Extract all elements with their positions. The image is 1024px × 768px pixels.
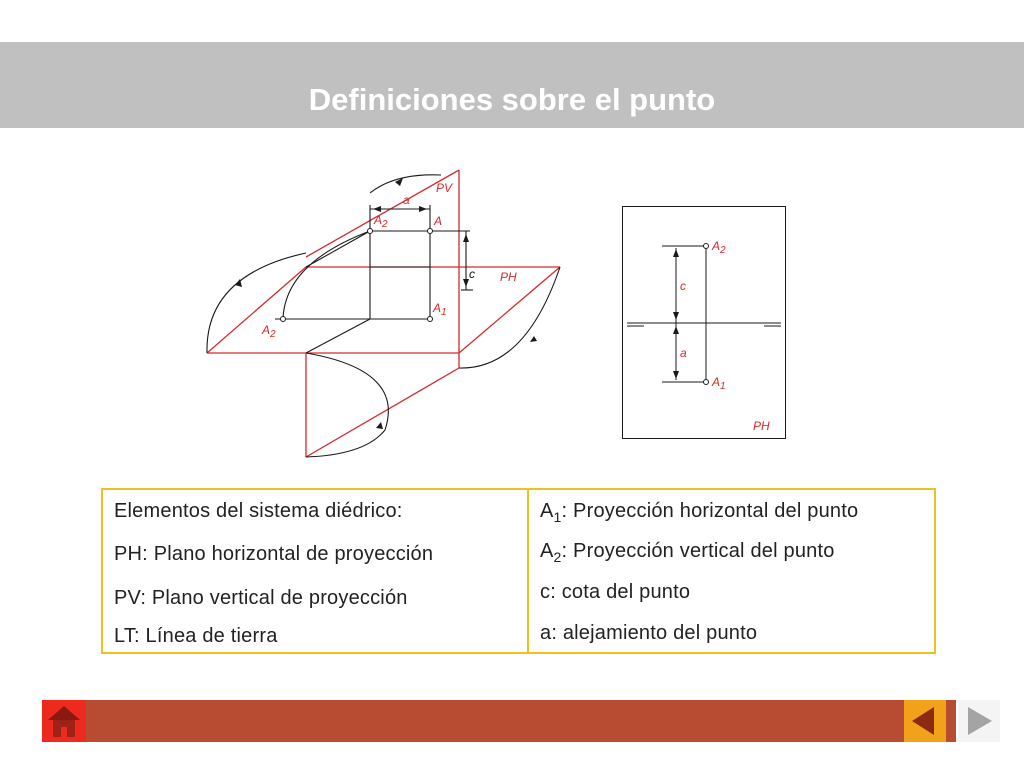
table-row: $A_1$: Proyección horizontal del punto — [540, 500, 859, 525]
arrow-right-icon — [958, 700, 1000, 742]
next-slide-button[interactable] — [958, 700, 1000, 742]
table-divider — [527, 490, 529, 652]
table-row: Elementos del sistema diédrico: — [114, 500, 403, 522]
c-cota-label: c — [680, 279, 686, 293]
home-button[interactable] — [42, 700, 86, 742]
a2-vertical-label: $A_2$ — [374, 213, 388, 230]
bottom-nav-bar — [42, 700, 956, 742]
definitions-table — [101, 488, 936, 654]
ph-projection-label: PH — [753, 419, 770, 433]
a2-projection-label: $A_2$ — [712, 239, 726, 256]
table-row: PV: Plano vertical de proyección — [114, 587, 408, 609]
table-row: PH: Plano horizontal de proyección — [114, 543, 434, 565]
previous-slide-button[interactable] — [904, 700, 946, 742]
page-title: Definiciones sobre el punto — [308, 82, 716, 117]
table-row: c: cota del punto — [540, 581, 691, 603]
pv-label: PV — [436, 181, 453, 195]
a1-horizontal-label: $A_1$ — [433, 301, 447, 318]
table-row: a: alejamiento del punto — [540, 622, 758, 644]
a-distance-label: a — [403, 193, 410, 207]
table-row: LT: Línea de tierra — [114, 625, 278, 647]
table-row: $A_2$: Proyección vertical del punto — [540, 540, 835, 565]
a-alejamiento-label: a — [680, 346, 687, 360]
home-icon — [42, 700, 86, 742]
arrow-left-icon — [904, 700, 946, 742]
ph-label: PH — [500, 270, 517, 284]
dihedral-2d-projection — [622, 206, 786, 440]
dihedral-3d-diagram — [195, 165, 575, 465]
a2-rotated-label: $A_2$ — [262, 323, 276, 340]
c-distance-label: c — [469, 267, 475, 281]
a1-projection-label: $A_1$ — [712, 375, 726, 392]
point-a-label: A — [434, 214, 443, 228]
